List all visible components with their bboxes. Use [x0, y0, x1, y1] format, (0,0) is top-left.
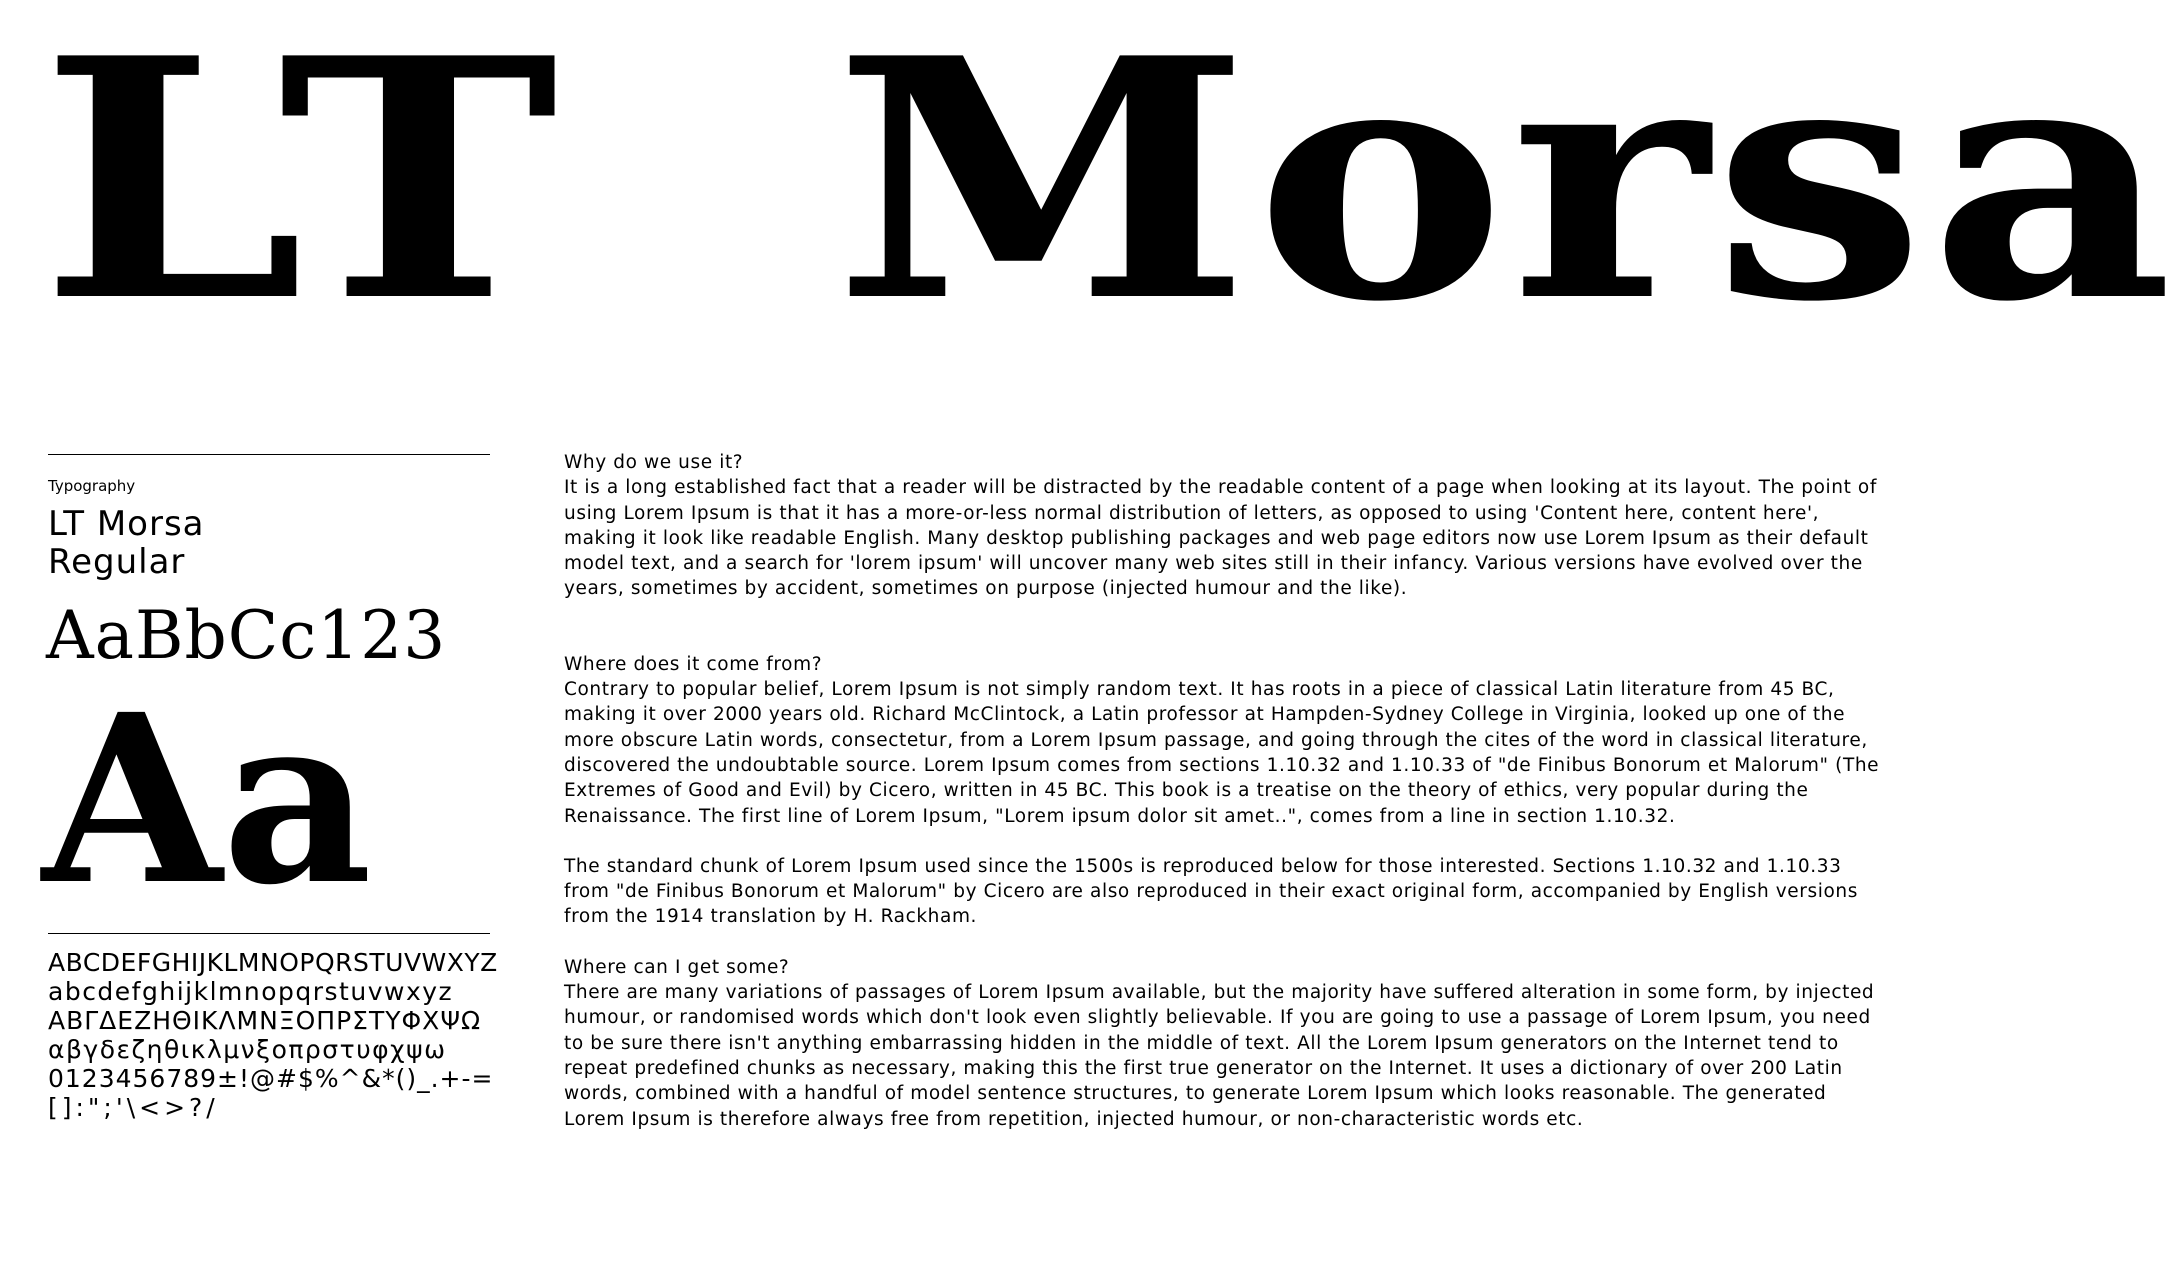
text-section: [564, 955, 1884, 1132]
font-name-line1: LT Morsa: [48, 504, 205, 544]
sample-large-glyphs: Aa: [42, 663, 373, 936]
glyphs-lowercase: abcdefghijklmnopqrstuvwxyz: [48, 977, 454, 1006]
font-style-line: Regular: [48, 542, 186, 582]
section-paragraph: It is a long established fact that a reader will be distracted by the readable content of a page when looking at its layout. The point of using Lorem Ipsum is that it has a more-or-less normal distribution of letters, as opposed to using 'Content here, content here', making it look like readable English. Many desktop publishing packages and web page editors now use Lorem Ipsum as their default model text, and a search for 'lorem ipsum' will uncover many web sites still in their infancy. Various versions have evolved over the years, sometimes by accident, sometimes on purpose (injected humour and the like).: [564, 477, 1877, 600]
section-heading: Why do we use it?: [564, 452, 744, 473]
section-heading: Where can I get some?: [564, 956, 790, 978]
hero-title: LT Morsa: [40, 0, 2178, 374]
section-paragraph: There are many variations of passages of Lorem Ipsum available, but the majority have suffered alteration in some form, by injected humour, or randomised words which don't look even slightly believable. If you are going to use a passage of Lorem Ipsum, you need to be sure there isn't anything embarrassing hidden in the middle of text. All the Lorem Ipsum generators on the Internet tend to repeat predefined chunks as necessary, making this the first true generator on the Internet. It uses a dictionary of over 200 Latin words, combined with a handful of model sentence structures, to generate Lorem Ipsum which looks reasonable. The generated Lorem Ipsum is therefore always free from repetition, injected humour, or non-characteristic words etc.: [564, 982, 1875, 1130]
text-section: [564, 854, 1884, 930]
glyphs-greek-lowercase: αβγδεζηθικλμνξοπρστυφχψω: [48, 1035, 447, 1064]
text-section: [564, 652, 1884, 829]
sample-characters: AaBbCc123: [46, 597, 447, 674]
category-label: Typography: [48, 477, 136, 495]
text-section: [564, 450, 1884, 602]
top-divider: [48, 454, 490, 455]
glyphs-greek-uppercase: ΑΒΓΔΕΖΗΘΙΚΛΜΝΞΟΠΡΣΤΥΦΧΨΩ: [48, 1006, 482, 1035]
glyphs-numbers-symbols: 0123456789±!@#$%^&*()_.+-=: [48, 1064, 494, 1093]
glyph-set: [48, 948, 498, 1122]
section-paragraph: Contrary to popular belief, Lorem Ipsum is not simply random text. It has roots in a piece of classical Latin literature from 45 BC, making it over 2000 years old. Richard McClintock, a Latin professor at Hampden-Sydney College in Virginia, looked up one of the more obscure Latin words, consectetur, from a Lorem Ipsum passage, and going through the cites of the word in classical literature, discovered the undoubtable source. Lorem Ipsum comes from sections 1.10.32 and 1.10.33 of "de Finibus Bonorum et Malorum" (The Extremes of Good and Evil) by Cicero, written in 45 BC. This book is a treatise on the theory of ethics, very popular during the Renaissance. The first line of Lorem Ipsum, "Lorem ipsum dolor sit amet..", comes from a line in section 1.10.32.: [564, 679, 1880, 827]
glyphs-punctuation: []:";'\<>?/: [48, 1093, 219, 1122]
font-name: [48, 505, 205, 581]
glyphs-uppercase: ABCDEFGHIJKLMNOPQRSTUVWXYZ: [48, 948, 498, 977]
section-heading: Where does it come from?: [564, 653, 823, 675]
bottom-divider: [48, 933, 490, 934]
section-paragraph: The standard chunk of Lorem Ipsum used since the 1500s is reproduced below for those interested. Sections 1.10.32 and 1.10.33 from "de Finibus Bonorum et Malorum" by Cicero are also reproduced in their exact original form, accompanied by English versions from the 1914 translation by H. Rackham.: [564, 855, 1858, 928]
body-text-column: [564, 450, 1884, 1157]
